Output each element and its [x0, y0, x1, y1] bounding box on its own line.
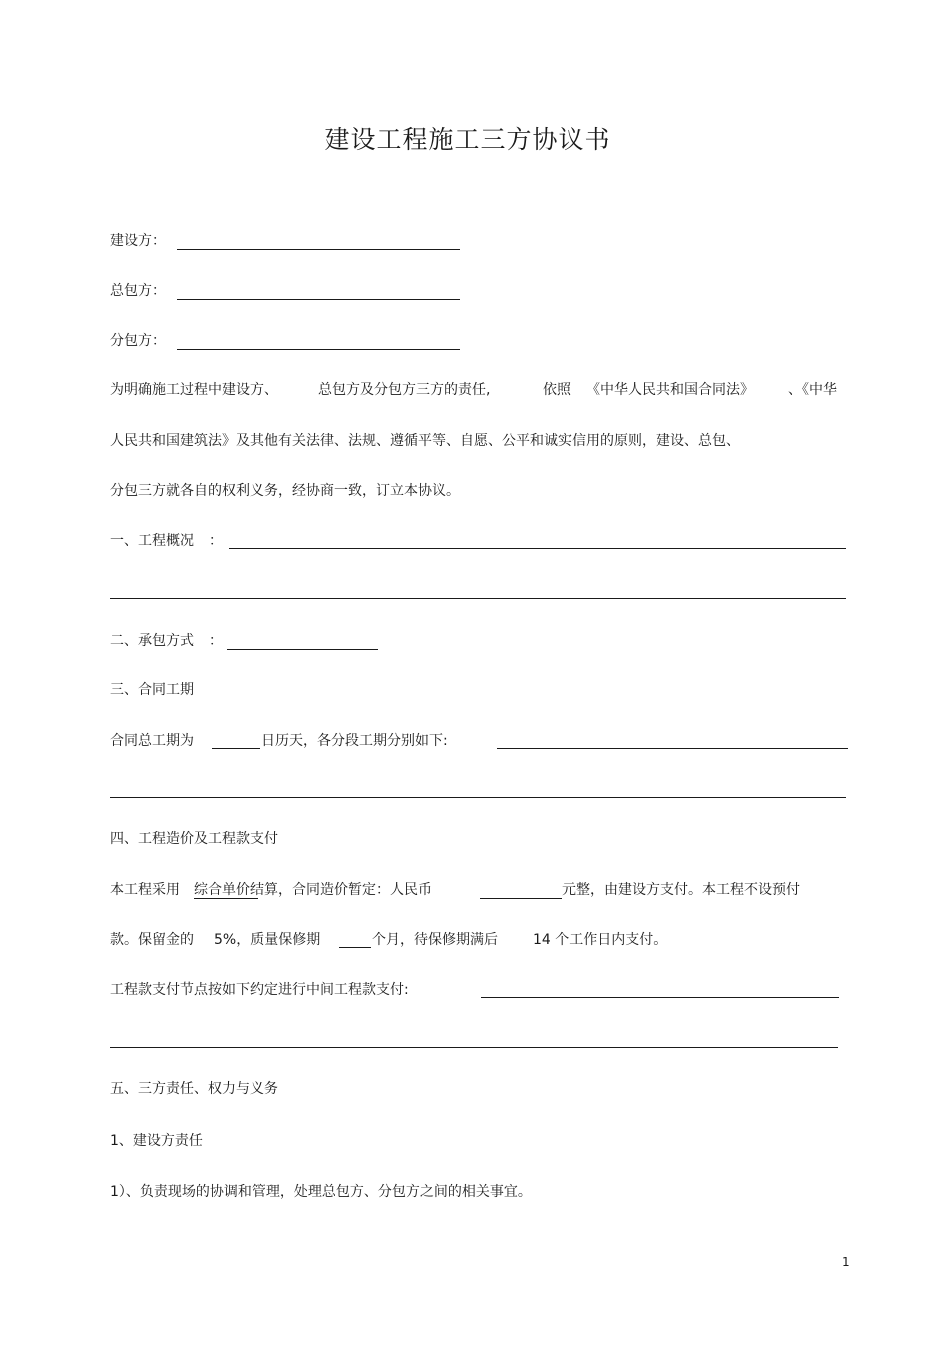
owner-responsibility-item1: 1）、负责现场的协调和管理，处理总包方、分包方之间的相关事宜。: [110, 1184, 532, 1200]
preamble-line1-b: 总包方及分包方三方的责任,: [318, 382, 491, 398]
section1-colon: ：: [209, 533, 223, 549]
section1-heading: 一、工程概况: [110, 533, 194, 549]
document-title: 建设工程施工三方协议书: [324, 125, 611, 154]
price-line1-a: 本工程采用: [110, 882, 180, 898]
price-line1-b: 综合单价结: [194, 882, 264, 898]
preamble-line1-d: 《中华人民共和国合同法》: [586, 382, 754, 398]
phase-duration-blank[interactable]: [497, 748, 848, 749]
page-number: 1: [842, 1255, 850, 1269]
duration-text-a: 合同总工期为: [110, 733, 194, 749]
preamble-line3: 分包三方就各自的权利义务，经协商一致，订立本协议。: [110, 483, 460, 499]
preamble-line2: 人民共和国建筑法》及其他有关法律、法规、遵循平等、自愿、公平和诚实信用的原则，建设、总包、: [110, 433, 740, 449]
subcontractor-label: 分包方：: [110, 333, 166, 349]
general-contractor-label: 总包方：: [110, 283, 166, 299]
section2-colon: ：: [209, 633, 223, 649]
section4-heading: 四、工程造价及工程款支付: [110, 831, 278, 847]
duration-text-b: 日历天，各分段工期分别如下:: [261, 733, 448, 749]
payment-nodes-blank-2[interactable]: [110, 1047, 838, 1048]
subcontractor-blank[interactable]: [177, 349, 460, 350]
preamble-line1-a: 为明确施工过程中建设方、: [110, 382, 278, 398]
general-contractor-blank[interactable]: [177, 299, 460, 300]
project-overview-blank[interactable]: [229, 548, 846, 549]
preamble-line1-e: 、《中华: [788, 382, 837, 398]
price-line2-c: 个月，待保修期满后: [372, 932, 498, 948]
price-line2-b: 5%，质量保修期: [214, 932, 321, 948]
owner-label: 建设方：: [110, 233, 166, 249]
section5-heading: 五、三方责任、权力与义务: [110, 1081, 278, 1097]
contract-method-blank[interactable]: [227, 649, 378, 650]
payment-nodes-text: 工程款支付节点按如下约定进行中间工程款支付:: [110, 982, 409, 998]
price-line1-d: 元整，由建设方支付。本工程不设预付: [562, 882, 800, 898]
pricing-method-underline: [194, 898, 258, 899]
contract-price-blank[interactable]: [480, 898, 562, 899]
warranty-months-blank[interactable]: [339, 947, 371, 948]
section3-heading: 三、合同工期: [110, 682, 194, 698]
section2-heading: 二、承包方式: [110, 633, 194, 649]
price-line2-d: 14 个工作日内支付。: [533, 932, 668, 948]
price-line2-a: 款。保留金的: [110, 932, 194, 948]
project-overview-blank-2[interactable]: [110, 598, 846, 599]
total-duration-blank[interactable]: [212, 748, 260, 749]
owner-responsibility-heading: 1、建设方责任: [110, 1133, 203, 1149]
owner-blank[interactable]: [177, 249, 460, 250]
payment-nodes-blank[interactable]: [481, 997, 839, 998]
preamble-line1-c: 依照: [543, 382, 571, 398]
price-line1-c: 算，合同造价暂定：人民币: [264, 882, 432, 898]
phase-duration-blank-2[interactable]: [110, 797, 846, 798]
